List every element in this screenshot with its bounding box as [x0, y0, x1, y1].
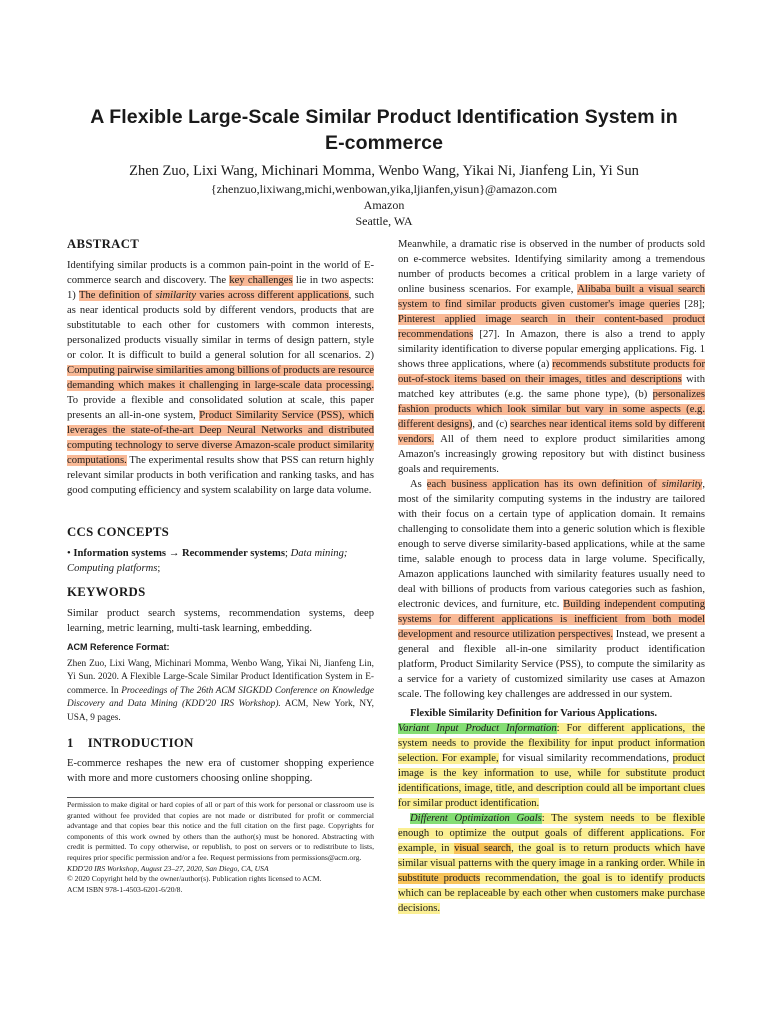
reference-section: [67, 640, 374, 725]
author-list: Zhen Zuo, Lixi Wang, Michinari Momma, Wenbo Wang, Yikai Ni, Jianfeng Lin, Yi Sun: [129, 163, 639, 179]
footnote-divider: [67, 797, 374, 798]
introduction-continued: [398, 237, 705, 916]
location: Seattle, WA: [355, 214, 413, 228]
reference-text: Zhen Zuo, Lixi Wang, Michinari Momma, Wenbo Wang, Yikai Ni, Jianfeng Lin, Yi Sun. 2020. A Flexible Large-Scale Similar Product Identification System in E-commerce. In Proceedings of The 26th ACM SIGKDD Conference on Knowledge Discovery and Data Mining (KDD'20 IRS Workshop). ACM, New York, NY, USA, 9 pages.: [67, 659, 375, 723]
title-line-2: E-commerce: [324, 132, 444, 154]
copyright-footnote: Permission to make digital or hard copies of all or part of this work for personal or classroom use is granted without fee provided that copies are not made or distributed for profit or commercial advantage and that copies bear this notice and the full citation on the first page. Copyrights for components of this work owned by others than the author(s) must be honored. Abstracting with credit is permitted. To copy otherwise, or republish, to post on servers or to redistribute to lists, requires prior specific permission and/or a fee. Request permissions from permissions@acm.org. KDD'20 IRS Workshop, August 23–27, 2020, San Diego, CA, USA © 2020 Copyright held by the owner/author(s). Publication rights licensed to ACM. ACM ISBN 978-1-4503-6201-6/20/8.: [67, 800, 374, 894]
variant-input-paragraph: Variant Input Product Information: For different applications, the system needs to provide the flexibility for input product information selection. For example, for visual similarity recommendations, product image is the key information to use, while for substitute product identifications, image, title, and description could all be important clues for similar product identification.: [398, 723, 705, 809]
paper-title: [40, 104, 728, 156]
ccs-text: • Information systems → Recommender systems; Data mining; Computing platforms;: [67, 548, 348, 574]
affiliation: Amazon: [363, 198, 405, 212]
abstract-heading: ABSTRACT: [67, 237, 140, 251]
keywords-text: Similar product search systems, recommendation systems, deep learning, metric learning, multi-task learning, embedding.: [67, 608, 374, 634]
abstract-text: Identifying similar products is a common pain-point in the world of E-commerce search and discovery. The key challenges lie in two aspects: 1) The definition of similarity varies across different applications, such as near identical products sold by different vendors, products that are substitutable to each other for customers with common interests, personalized products visually similar in terms of design pattern, style or color. It is difficult to build a general solution for all scenarios. 2) Computing pairwise similarities among billions of products are resource demanding which makes it challenging in large-scale data processing. To provide a flexible and consolidated solution at scale, this paper presents an all-in-one system, Product Similarity Service (PSS), which leverages the state-of-the-art Deep Neural Networks and distributed computing technology to serve diverse Amazon-scale product similarity computations. The experimental results show that PSS can return highly relevant similar products in both verification and ranking tasks, and has good computing efficiency and system scalability on large data volume.: [67, 260, 375, 496]
intro-paragraph-1: Meanwhile, a dramatic rise is observed in the number of products sold on e-commerce websites. Identifying similarity among a tremendous number of products becomes a critical problem in a large variety of online business scenarios. For example, Alibaba built a visual search system to find similar products given customer's image queries [28]; Pinterest applied image search in their content-based product recommendations [27]. In Amazon, there is also a trend to apply similarity identification to diverse popular emerging applications. Fig. 1 shows three applications, where (a) recommends substitute products for out-of-stock items based on their images, titles and descriptions with matched key attributes (e.g. the same phone type), (b) personalizes fashion products which look similar but vary in some aspects (e.g. different designs), and (c) searches near identical items sold by different vendors. All of them need to explore product similarities among Amazon's increasingly growing repository but with distinct business goals and requirements.: [398, 239, 706, 475]
subsection-heading: Flexible Similarity Definition for Various Applications.: [410, 708, 658, 719]
abstract-section: [67, 237, 374, 498]
title-line-1: A Flexible Large-Scale Similar Product Identification System in: [90, 106, 678, 128]
keywords-section: [67, 585, 374, 636]
introduction-heading: 1 INTRODUCTION: [67, 736, 194, 750]
keywords-heading: KEYWORDS: [67, 585, 146, 599]
author-emails: {zhenzuo,lixiwang,michi,wenbowan,yika,ljianfen,yisun}@amazon.com: [210, 182, 558, 196]
introduction-section: [67, 736, 374, 786]
ccs-section: [67, 525, 374, 576]
intro-paragraph-2: As each business application has its own definition of similarity, most of the similarity computing systems in the industry are tailored with their focus on a certain type of application domain. It remains challenging to consolidate them into a generic solution which is flexible enough to serve diverse similarity-based applications, while at the same time, salable enough to process data in large volume. Specifically, Amazon applications launched with similarity features usually need to deal with billions of products from various categories such as fashion, electronic devices, and furniture, etc. Building independent computing systems for different applications is inefficient from both model development and resource utilization perspectives. Instead, we present a general and flexible all-in-one similarity product identification platform, Product Similarity Service (PSS), to compute the similarity as a service for a variety of customized similarity use cases at Amazon scale. The following key challenges are addressed in our system.: [398, 479, 706, 700]
introduction-text: E-commerce reshapes the new era of customer shopping experience with more and more customers choosing online shopping.: [67, 758, 374, 784]
reference-heading: ACM Reference Format:: [67, 642, 170, 652]
ccs-heading: CCS CONCEPTS: [67, 525, 170, 539]
optimization-goals-paragraph: Different Optimization Goals: The system needs to be flexible enough to optimize the output goals of different applications. For example, in visual search, the goal is to return products which have similar visual patterns with the query image in a ranking order. While in substitute products recommendation, the goal is to identify products which can be replaceable by each other when customers make purchase decisions.: [398, 813, 706, 914]
